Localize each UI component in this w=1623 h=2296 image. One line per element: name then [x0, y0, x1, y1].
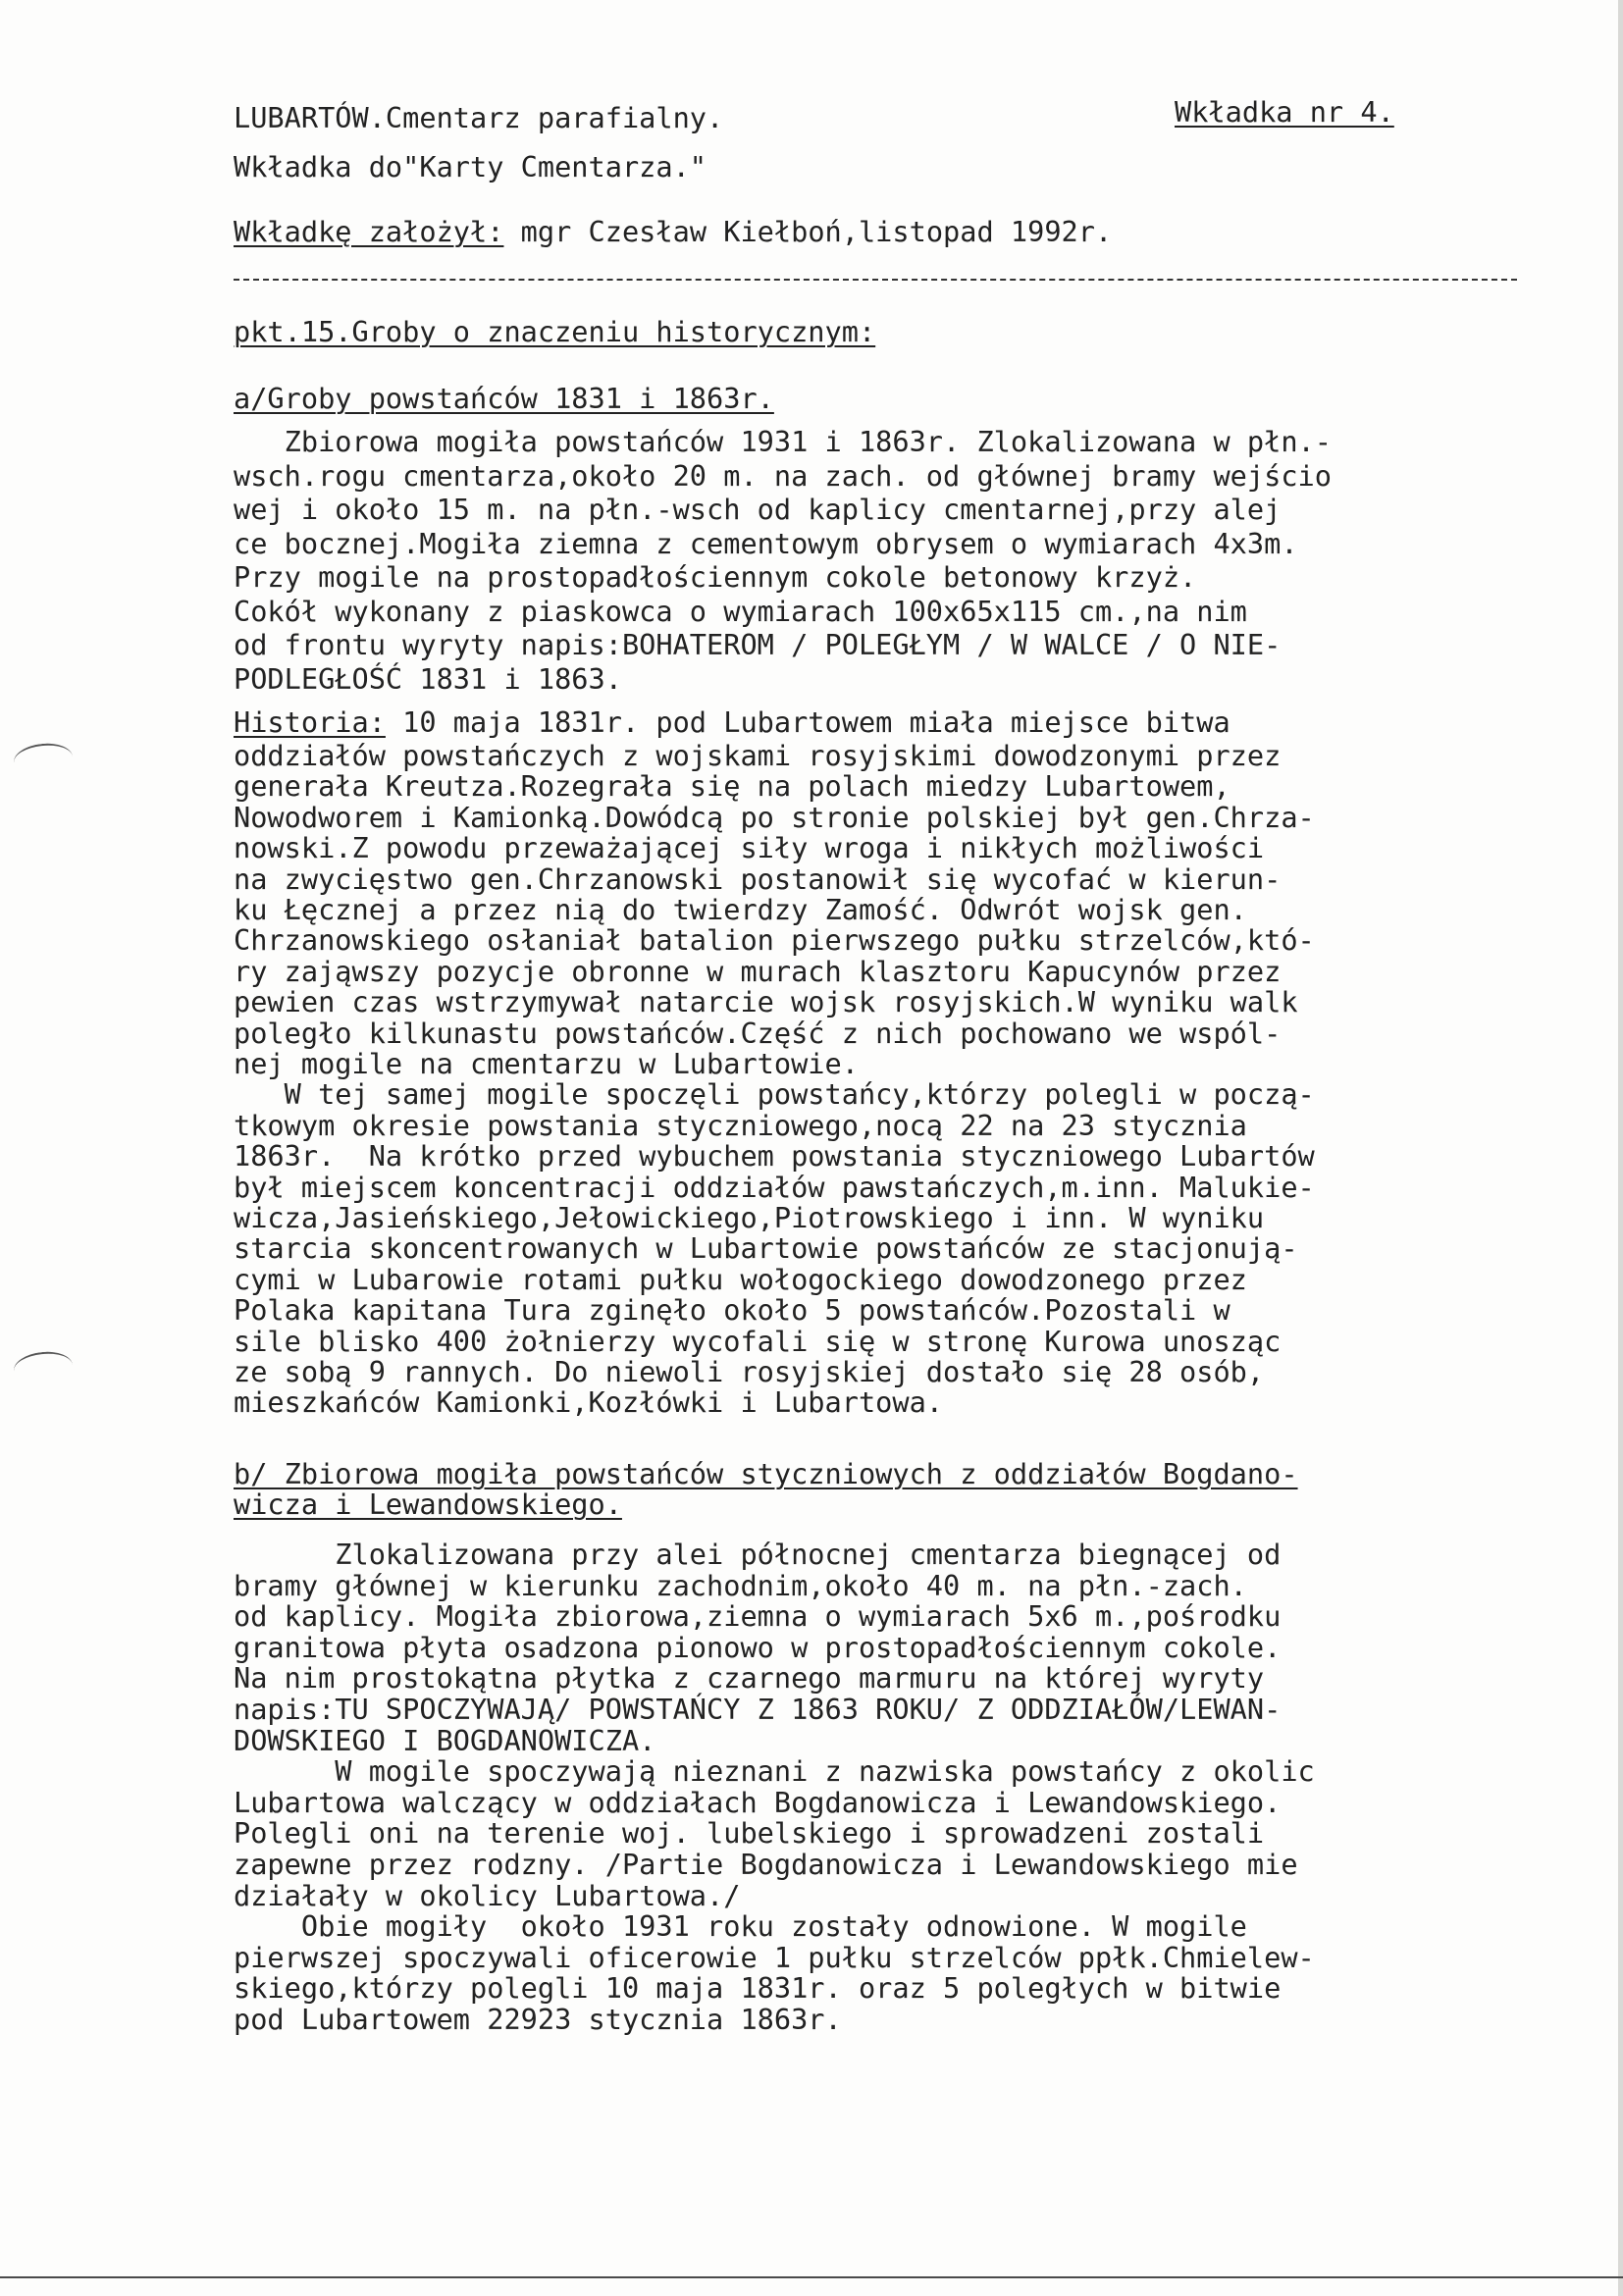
- history-line: ry zająwszy pozycje obronne w murach klasztoru Kapucynów przez: [234, 954, 1282, 988]
- history-line: nowski.Z powodu przeważającej siły wroga i nikłych możliwości: [234, 831, 1265, 865]
- part-b-description-line: W mogile spoczywają nieznani z nazwiska powstańcy z okolic: [234, 1754, 1315, 1789]
- history-first-line: [234, 706, 1230, 738]
- history-label: Historia:: [234, 705, 386, 739]
- part-b-heading-line: wicza i Lewandowskiego.: [234, 1487, 622, 1521]
- history-line: pewien czas wstrzymywał natarcie wojsk rosyjskich.W wyniku walk: [234, 985, 1298, 1019]
- history-line: 1863r. Na krótko przed wybuchem powstania styczniowego Lubartów: [234, 1139, 1315, 1174]
- part-b-description-line: Na nim prostokątna płytka z czarnego marmuru na której wyryty: [234, 1661, 1265, 1696]
- section-heading: pkt.15.Groby o znaczeniu historycznym:: [234, 315, 876, 348]
- separator-rule: [234, 279, 1517, 281]
- history-line: 10 maja 1831r. pod Lubartowem miała miejsce bitwa: [385, 705, 1230, 739]
- part-a-desc-line: Zbiorowa mogiła powstańców 1931 i 1863r. Zlokalizowana w płn.-: [234, 425, 1332, 458]
- part-b-description-line: DOWSKIEGO I BOGDANOWICZA.: [234, 1723, 656, 1757]
- part-a-desc-line: Cokół wykonany z piaskowca o wymiarach 100x65x115 cm.,na nim: [234, 594, 1247, 628]
- part-b-description-line: granitowa płyta osadzona pionowo w prostopadłościennym cokole.: [234, 1630, 1282, 1664]
- part-b-description-line: Lubartowa walczący w oddziałach Bogdanowicza i Lewandowskiego.: [234, 1785, 1282, 1819]
- author-value: mgr Czesław Kiełboń,listopad 1992r.: [503, 215, 1113, 248]
- history-line: wicza,Jasieńskiego,Jełowickiego,Piotrowskiego i inn. W wyniku: [234, 1201, 1265, 1234]
- part-b-description-line: napis:TU SPOCZYWAJĄ/ POWSTAŃCY Z 1863 ROKU/ Z ODDZIAŁÓW/LEWAN-: [234, 1693, 1282, 1726]
- part-b-description-line: Zlokalizowana przy alei północnej cmentarza biegnącej od: [234, 1538, 1282, 1571]
- part-b-description-line: bramy głównej w kierunku zachodnim,około 40 m. na płn.-zach.: [234, 1568, 1247, 1602]
- part-b-description-line: skiego,którzy polegli 10 maja 1831r. oraz 5 poległych w bitwie: [234, 1971, 1282, 2006]
- part-b-description-line: działały w okolicy Lubartowa./: [234, 1878, 741, 1912]
- part-b-description-line: zapewne przez rodzny. /Partie Bogdanowicza i Lewandowskiego mie: [234, 1848, 1298, 1881]
- history-line: mieszkańców Kamionki,Kozłówki i Lubartowa.: [234, 1385, 944, 1420]
- author-line: [234, 216, 1112, 247]
- history-line: był miejscem koncentracji oddziałów pawstańczych,m.inn. Malukie-: [234, 1170, 1315, 1204]
- document-subtitle: Wkładka do"Karty Cmentarza.": [234, 150, 707, 183]
- author-label: Wkładkę założył:: [234, 215, 504, 248]
- part-a-desc-line: wsch.rogu cmentarza,około 20 m. na zach. od głównej bramy wejścio: [234, 458, 1332, 493]
- history-line: W tej samej mogile spoczęli powstańcy,którzy polegli w począ-: [234, 1077, 1315, 1112]
- history-line: poległo kilkunastu powstańców.Część z nich pochowano we wspól-: [234, 1016, 1282, 1050]
- part-a-desc-line: wej i około 15 m. na płn.-wsch od kaplicy cmentarnej,przy alej: [234, 493, 1282, 526]
- part-a-desc-line: ce bocznej.Mogiła ziemna z cementowym obrysem o wymiarach 4x3m.: [234, 526, 1298, 560]
- part-b-heading-line: b/ Zbiorowa mogiła powstańców styczniowych z oddziałów Bogdano-: [234, 1457, 1298, 1490]
- scan-edge-bottom: [0, 2276, 1623, 2278]
- part-a-heading: a/Groby powstańców 1831 i 1863r.: [234, 382, 774, 415]
- history-line: starcia skoncentrowanych w Lubartowie powstańców ze stacjonują-: [234, 1231, 1298, 1266]
- history-line: nej mogile na cmentarzu w Lubartowie.: [234, 1047, 859, 1080]
- document-title: LUBARTÓW.Cmentarz parafialny.: [234, 101, 724, 134]
- part-b-description-line: Polegli oni na terenie woj. lubelskiego i sprowadzeni zostali: [234, 1816, 1265, 1851]
- part-b-description-line: pierwszej spoczywali oficerowie 1 pułku strzelców ppłk.Chmielew-: [234, 1940, 1315, 1974]
- history-line: na zwycięstwo gen.Chrzanowski postanowił się wycofać w kierun-: [234, 861, 1282, 896]
- punch-hole-mark: [12, 741, 74, 778]
- history-line: Polaka kapitana Tura zginęło około 5 powstańców.Pozostali w: [234, 1293, 1230, 1328]
- insert-number: Wkładka nr 4.: [1175, 95, 1394, 129]
- part-a-desc-line: Przy mogile na prostopadłościennym cokole betonowy krzyż.: [234, 560, 1197, 594]
- part-b-description-line: Obie mogiły około 1931 roku zostały odnowione. W mogile: [234, 1909, 1247, 1944]
- history-line: Nowodworem i Kamionką.Dowódcą po stronie polskiej był gen.Chrza-: [234, 800, 1315, 834]
- history-line: oddziałów powstańczych z wojskami rosyjskimi dowodzonymi przez: [234, 739, 1282, 772]
- history-line: cymi w Lubarowie rotami pułku wołogockiego dowodzonego przez: [234, 1262, 1247, 1296]
- history-line: generała Kreutza.Rozegrała się na polach miedzy Lubartowem,: [234, 769, 1230, 804]
- punch-hole-mark: [12, 1349, 74, 1386]
- history-line: tkowym okresie powstania styczniowego,nocą 22 na 23 stycznia: [234, 1108, 1247, 1142]
- history-line: ku Łęcznej a przez nią do twierdzy Zamość. Odwrót wojsk gen.: [234, 893, 1247, 926]
- history-line: sile blisko 400 żołnierzy wycofali się w stronę Kurowa unosząc: [234, 1324, 1282, 1358]
- part-a-desc-line: PODLEGŁOŚĆ 1831 i 1863.: [234, 661, 622, 696]
- part-b-description-line: od kaplicy. Mogiła zbiorowa,ziemna o wymiarach 5x6 m.,pośrodku: [234, 1599, 1282, 1634]
- scan-edge: [1618, 0, 1623, 2296]
- history-line: ze sobą 9 rannych. Do niewoli rosyjskiej dostało się 28 osób,: [234, 1355, 1265, 1388]
- part-b-description-line: pod Lubartowem 22923 stycznia 1863r.: [234, 2003, 842, 2036]
- part-a-desc-line: od frontu wyryty napis:BOHATEROM / POLEGŁYM / W WALCE / O NIE-: [234, 628, 1282, 661]
- history-line: Chrzanowskiego osłaniał batalion pierwszego pułku strzelców,któ-: [234, 923, 1315, 958]
